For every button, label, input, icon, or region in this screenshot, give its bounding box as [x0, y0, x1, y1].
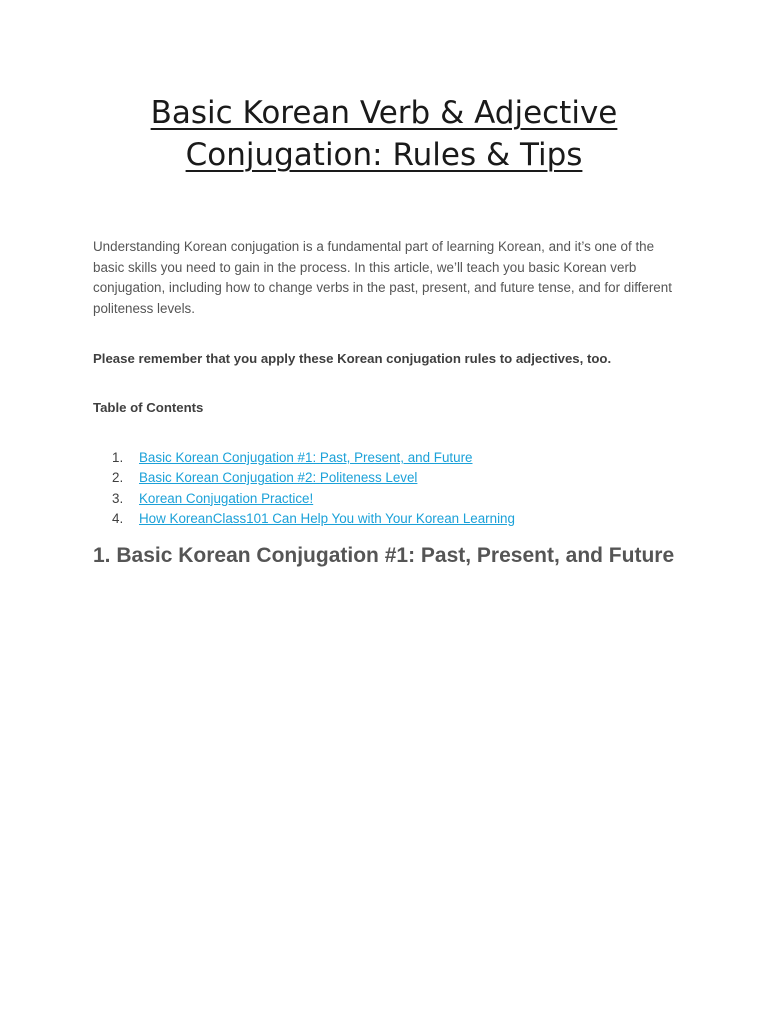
- toc-item-number: 3.: [112, 490, 124, 506]
- toc-item: [112, 448, 515, 468]
- intro-paragraph: Understanding Korean conjugation is a fundamental part of learning Korean, and it’s one of the basic skills you need to gain in the process. In this article, we’ll teach you basic Korean verb conjugation, including how to change verbs in the past, present, and future tense, and for different politeness levels.: [93, 239, 672, 316]
- toc-item-number: 2.: [112, 470, 124, 486]
- adjective-note: Please remember that you apply these Korean conjugation rules to adjectives, too.: [93, 351, 612, 366]
- document-title: [60, 92, 708, 176]
- toc-item: [112, 509, 515, 529]
- section-heading: 1. Basic Korean Conjugation #1: Past, Present, and Future: [93, 544, 675, 567]
- toc-heading: Table of Contents: [93, 400, 204, 415]
- toc-link-politeness-level[interactable]: Basic Korean Conjugation #2: Politeness Level: [139, 470, 418, 486]
- toc-item: [112, 468, 515, 488]
- toc-item-number: 4.: [112, 510, 124, 526]
- document-title-line-2: Conjugation: Rules & Tips: [185, 137, 583, 173]
- table-of-contents: [112, 448, 515, 529]
- toc-item-number: 1.: [112, 450, 124, 465]
- toc-link-past-present-future[interactable]: Basic Korean Conjugation #1: Past, Present, and Future: [139, 450, 473, 465]
- toc-item: [112, 489, 515, 509]
- toc-link-koreanclass101[interactable]: How KoreanClass101 Can Help You with Your Korean Learning: [139, 510, 515, 526]
- toc-link-conjugation-practice[interactable]: Korean Conjugation Practice!: [139, 490, 314, 506]
- document-title-line-1: Basic Korean Verb & Adjective: [150, 95, 618, 131]
